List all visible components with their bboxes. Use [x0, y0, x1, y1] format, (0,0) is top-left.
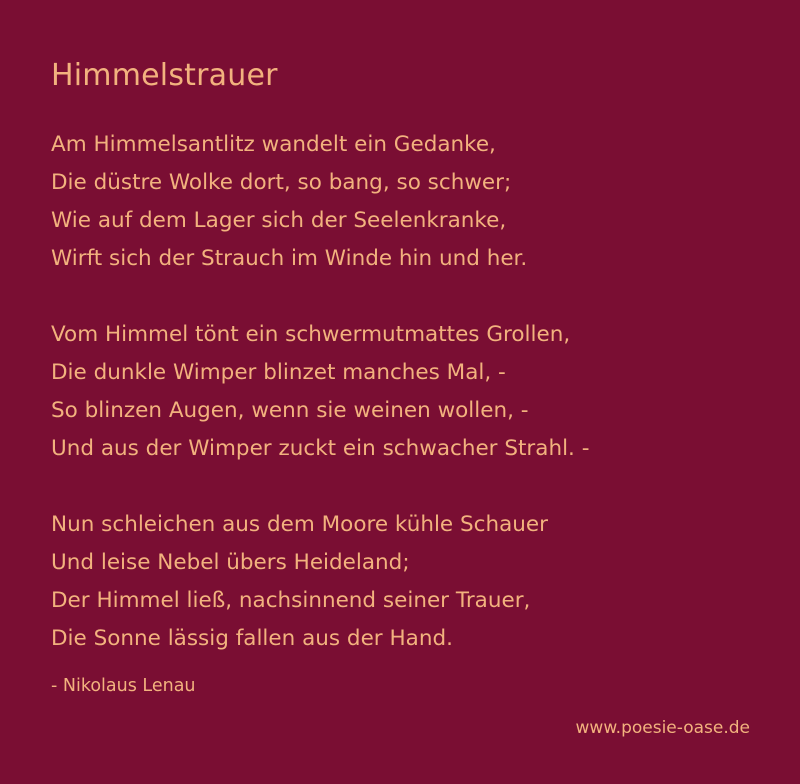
poem-line: Am Himmelsantlitz wandelt ein Gedanke,	[51, 132, 496, 157]
poem-author: - Nikolaus Lenau	[51, 676, 196, 696]
poem-line: Nun schleichen aus dem Moore kühle Schauer	[51, 512, 548, 537]
poem-line: Die Sonne lässig fallen aus der Hand.	[51, 626, 453, 651]
poem-line: Die dunkle Wimper blinzet manches Mal, -	[51, 360, 506, 385]
poem-line: Der Himmel ließ, nachsinnend seiner Trauer,	[51, 588, 531, 613]
website-link[interactable]: www.poesie-oase.de	[575, 718, 750, 738]
poem-title: Himmelstrauer	[51, 58, 278, 93]
poem-line: Vom Himmel tönt ein schwermutmattes Grollen,	[51, 322, 571, 347]
poem-line: So blinzen Augen, wenn sie weinen wollen, -	[51, 398, 529, 423]
poem-line: Und aus der Wimper zuckt ein schwacher Strahl. -	[51, 436, 590, 461]
stanza-1	[51, 126, 527, 278]
stanza-3	[51, 506, 548, 658]
poem-line: Die düstre Wolke dort, so bang, so schwer;	[51, 170, 512, 195]
poem-line: Wirft sich der Strauch im Winde hin und her.	[51, 246, 528, 271]
stanza-2	[51, 316, 589, 468]
poem-line: Wie auf dem Lager sich der Seelenkranke,	[51, 208, 507, 233]
poem-line: Und leise Nebel übers Heideland;	[51, 550, 410, 575]
